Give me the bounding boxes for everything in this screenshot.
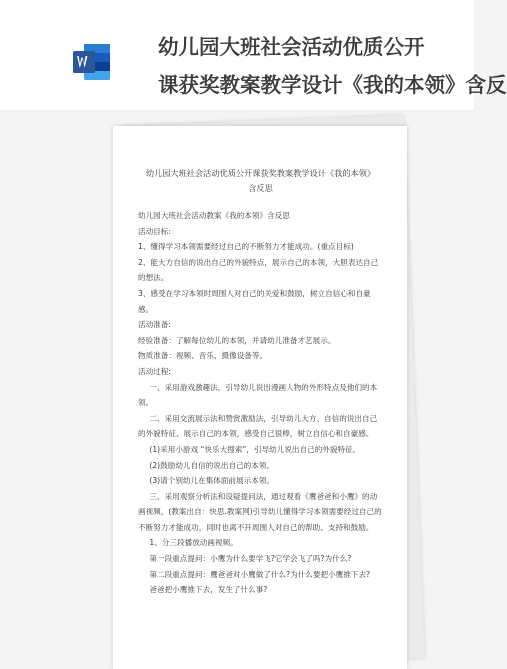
line: 二、采用交流展示法和赞赏激励法，引导幼儿大方、自信的说出自己的外貌特征、展示自己的本领，感受自己很棒，树立自信心和自豪感。 [138,413,378,439]
document-page [113,126,407,669]
line: 三、采用观察分析法和设疑提问法，通过观看《鹰爸爸和小鹰》的动画视频，(教案出自：快思.教案网)引导幼儿懂得学习本领需要经过自己的不断努力才能成功，同时也离不开周围人对自己的帮助、支持和鼓励。 [138,491,382,532]
line: 3、感受在学习本领时周围人对自己的关爱和鼓励，树立自信心和自豪感。 [138,288,371,314]
line: 物质准备：视频、音乐、摄像设备等。 [138,351,268,361]
line: 第一段重点提问：小鹰为什么要学飞?它学会飞了吗?为什么? [149,554,352,564]
document-title-banner [158,28,507,104]
page-title: 幼儿园大班社会活动优质公开课获奖教案教学设计《我的本领》含反思 [145,168,376,193]
line: 2、能大方自信的说出自己的外貌特点，展示自己的本领，大胆表达自己的想法。 [138,257,379,283]
line: 1、懂得学习本领需要经过自己的不断努力才能成功。(重点目标) [138,242,354,252]
line: (3)请个别幼儿在集体面前展示本领。 [149,476,275,486]
line: 幼儿园大班社会活动教案《我的本领》含反思 [138,211,290,220]
line: 经验准备：了解每位幼儿的本领，并请幼儿准备才艺展示。 [138,335,336,345]
line: (1)采用小游戏 “快乐大搜索”，引导幼儿说出自己的外貌特征。 [149,444,361,454]
line: 一、采用游戏激趣法，引导幼儿说出漫画人物的外形特点及他们的本领。 [138,382,378,408]
line: (2)鼓励幼儿自信的说出自己的本领。 [149,460,275,470]
line: 第二段重点提问：鹰爸爸对小鹰做了什么?为什么要把小鹰推下去? [149,569,371,579]
title-line-1: 幼儿园大班社会活动优质公开 [158,35,425,59]
document-content [138,166,383,598]
line: 活动目标: [138,226,171,236]
line: 活动过程: [138,366,171,376]
title-line-2: 课获奖教案教学设计《我的本领》含反 [158,73,507,97]
line: 爸爸把小鹰推下去，发生了什么事? [149,585,268,595]
word-icon [72,42,112,82]
line: 活动准备: [138,320,171,330]
header-banner [0,0,507,110]
line: 1、分三段播放动画视频。 [149,538,238,548]
